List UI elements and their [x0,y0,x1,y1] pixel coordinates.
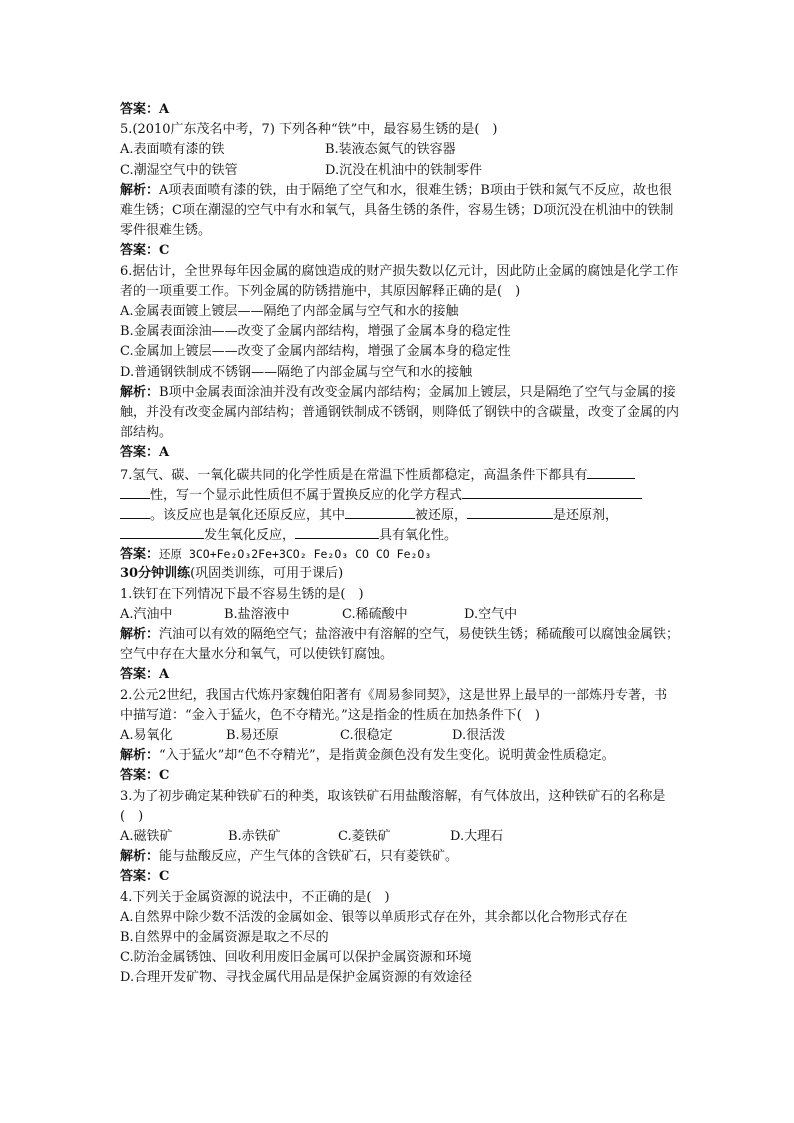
training-question-1-explanation [120,625,680,665]
blank-line [120,524,204,539]
answer-text: 还原 3CO+Fe₂O₃2Fe+3CO₂ Fe₂O₃ CO CO Fe₂O₃ [159,547,432,562]
option-a: A.表面喷有漆的铁 [120,142,225,158]
blank-line [345,504,415,519]
section-note: (巩固类训练，可用于课后) [190,566,344,582]
option-d: D.大理石 [450,828,504,844]
option-c: C.潮湿空气中的铁管 [120,162,238,178]
option-d: D.空气中 [464,606,518,622]
option-c: C.稀硫酸中 [342,606,408,622]
training-question-3-options [120,827,680,847]
training-question-1: 1.铁钉在下列情况下最不容易生锈的是( ) [120,586,364,602]
option-d: D.普通钢铁制成不锈钢——隔绝了内部金属与空气和水的接触 [120,364,473,380]
answer-line: 答案：C [120,768,170,784]
explanation-label: 解析： [120,748,160,764]
explanation-label: 解析： [120,384,160,400]
explanation-text: A项表面喷有漆的铁，由于隔绝了空气和水，很难生锈；B项由于铁和氮气不反应，故也很难生锈；C项在潮湿的空气中有水和氧气，具备生锈的条件，容易生锈；D项沉没在机油中的铁制零件很难生锈。 [120,182,674,239]
answer-line: 答案：C [120,869,170,885]
option-b: B.易还原 [226,728,279,743]
section-title: 30分钟训练 [120,566,191,582]
option-c: C.菱铁矿 [338,828,391,844]
question-5: 5.(2010广东茂名中考，7) 下列各种“铁”中，最容易生锈的是( ) [120,122,498,138]
option-a: A.汽油中 [120,606,173,622]
answer-line: 答案：A [120,445,170,461]
option-d: D.沉没在机油中的铁制零件 [325,162,483,178]
training-question-3: 3.为了初步确定某种铁矿石的种类，取该铁矿石用盐酸溶解，有气体放出，这种铁矿石的名称是( ) [120,788,666,824]
option-b: B.金属表面涂油——改变了金属内部结构，增强了金属本身的稳定性 [120,324,511,340]
document-page [120,100,680,988]
blank-line [120,504,150,519]
blank-line [467,504,553,519]
answer-label: 答案： [120,547,160,563]
explanation-label: 解析： [120,627,160,642]
option-b: B.盐溶液中 [224,606,290,622]
training-question-2-explanation [120,746,680,766]
question-6: 6.据估计，全世界每年因金属的腐蚀造成的财产损失数以亿元计，因此防止金属的腐蚀是化学工作者的一项重要工作。下列金属的防锈措施中，其原因解释正确的是( ) [120,263,679,299]
answer-line: 答案：A [120,102,170,117]
question-5-options-row2 [120,161,680,181]
option-d: D.合理开发矿物、寻找金属代用品是保护金属资源的有效途径 [120,970,473,986]
question-5-options-row1 [120,140,680,160]
explanation-text: 汽油可以有效的隔绝空气；盐溶液中有溶解的空气，易使铁生锈；稀硫酸可以腐蚀金属铁；空气中存在大量水分和氧气，可以使铁钉腐蚀。 [120,627,680,663]
blank-line [120,484,150,499]
question-7-line4: 发生氧化反应， 具有氧化性。 [120,524,680,544]
option-b: B.赤铁矿 [228,828,281,844]
question-7-line2: 性，写一个显示此性质但不属于置换反应的化学方程式 [120,484,680,504]
question-7-line1: 7.氢气、碳、一氧化碳共同的化学性质是在常温下性质都稳定，高温条件下都具有 [120,464,680,484]
training-question-1-options [120,605,680,625]
explanation-label: 解析： [120,182,160,198]
option-a: A.磁铁矿 [120,828,173,844]
question-5-explanation [120,181,680,242]
option-c: C.金属加上镀层——改变了金属内部结构，增强了金属本身的稳定性 [120,344,511,360]
explanation-text: “入于猛火”却“色不夺精光”，是指黄金颜色没有发生变化。说明黄金性质稳定。 [159,748,615,764]
option-a: A.金属表面镀上镀层——隔绝了内部金属与空气和水的接触 [120,303,459,319]
training-question-2-options [120,726,680,746]
explanation-text: B项中金属表面涂油并没有改变金属内部结构；金属加上镀层，只是隔绝了空气与金属的接触，并没有改变金属内部结构；普通钢铁制成不锈钢，则降低了钢铁中的含碳量，改变了金属的内部结构。 [120,384,680,441]
training-question-3-explanation [120,847,680,867]
explanation-label: 解析： [120,849,160,865]
answer-line: 答案：A [120,667,170,683]
option-c: C.很稳定 [340,728,393,743]
training-question-2: 2.公元2世纪，我国古代炼丹家魏伯阳著有《周易参同契》，这是世界上最早的一部炼丹专著，书中描写道：“金入于猛火，色不夺精光。”这是指金的性质在加热条件下( ) [120,687,668,723]
training-question-4: 4.下列关于金属资源的说法中，不正确的是( ) [120,889,390,905]
blank-line [587,464,635,479]
question-7-answer [120,544,680,564]
option-a: A.自然界中除少数不活泼的金属如金、银等以单质形式存在外，其余都以化合物形式存在 [120,909,628,925]
explanation-text: 能与盐酸反应，产生气体的含铁矿石，只有菱铁矿。 [159,849,459,865]
blank-line [295,524,379,539]
option-b: B.自然界中的金属资源是取之不尽的 [120,929,329,945]
question-7-line3: 。该反应也是氧化还原反应，其中 被还原， 是还原剂， [120,504,680,524]
question-6-explanation [120,383,680,444]
answer-line: 答案：C [120,243,170,259]
blank-line [462,484,642,499]
option-d: D.很活泼 [452,728,506,743]
option-a: A.易氧化 [120,728,173,743]
section-heading [120,564,680,584]
option-b: B.装液态氮气的铁容器 [325,142,456,158]
option-c: C.防治金属锈蚀、回收利用废旧金属可以保护金属资源和环境 [120,950,472,966]
